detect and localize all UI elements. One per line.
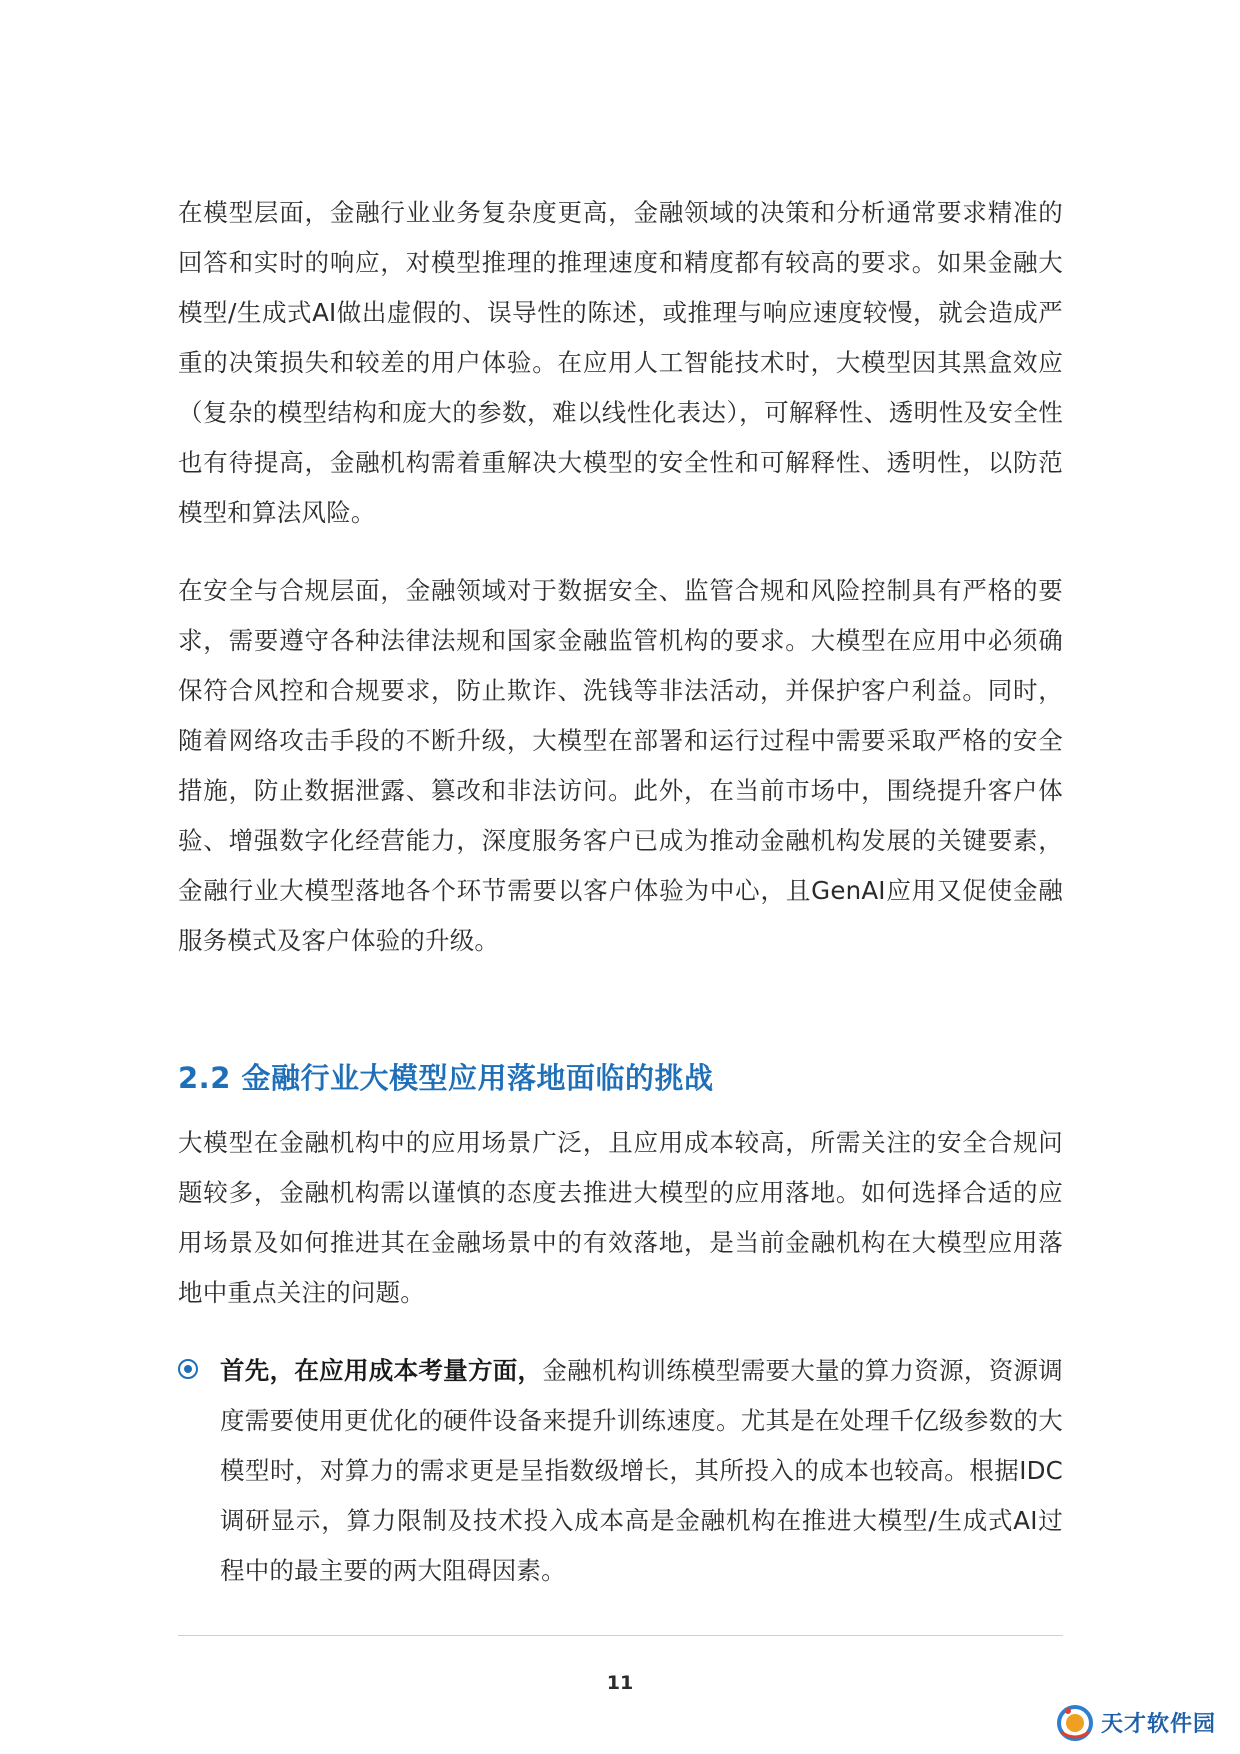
bullet-item-cost [178,1346,1063,1596]
footer-divider [178,1635,1063,1636]
watermark-text: 天才软件园 [1100,1711,1216,1737]
watermark-logo-icon [1055,1702,1095,1742]
bullet-paragraph [220,1346,1063,1596]
paragraph-model-level: 在模型层面，金融行业业务复杂度更高，金融领域的决策和分析通常要求精准的回答和实时的响应，对模型推理的推理速度和精度都有较高的要求。如果金融大模型/生成式AI做出虚假的、误导性的陈述，或推理与响应速度较慢，就会造成严重的决策损失和较差的用户体验。在应用人工智能技术时，大模型因其黑盒效应（复杂的模型结构和庞大的参数，难以线性化表达），可解释性、透明性及安全性也有待提高，金融机构需着重解决大模型的安全性和可解释性、透明性，以防范模型和算法风险。 [178,198,1063,527]
bullet-body-text: 金融机构训练模型需要大量的算力资源，资源调度需要使用更优化的硬件设备来提升训练速度。尤其是在处理千亿级参数的大模型时，对算力的需求更是呈指数级增长，其所投入的成本也较高。根据IDC调研显示，算力限制及技术投入成本高是金融机构在推进大模型/生成式AI过程中的最主要的两大阻碍因素。 [220,1356,1063,1585]
bullet-circle-icon [178,1359,198,1379]
section-intro-paragraph: 大模型在金融机构中的应用场景广泛，且应用成本较高，所需关注的安全合规问题较多，金融机构需以谨慎的态度去推进大模型的应用落地。如何选择合适的应用场景及如何推进其在金融场景中的有效落地，是当前金融机构在大模型应用落地中重点关注的问题。 [178,1128,1063,1307]
page-number: 11 [606,1672,634,1694]
watermark [1051,1700,1222,1744]
paragraph-security-compliance: 在安全与合规层面，金融领域对于数据安全、监管合规和风险控制具有严格的要求，需要遵守各种法律法规和国家金融监管机构的要求。大模型在应用中必须确保符合风控和合规要求，防止欺诈、洗钱等非法活动，并保护客户利益。同时，随着网络攻击手段的不断升级，大模型在部署和运行过程中需要采取严格的安全措施，防止数据泄露、篡改和非法访问。此外，在当前市场中，围绕提升客户体验、增强数字化经营能力，深度服务客户已成为推动金融机构发展的关键要素，金融行业大模型落地各个环节需要以客户体验为中心，且GenAI应用又促使金融服务模式及客户体验的升级。 [178,576,1063,955]
section-heading: 2.2 金融行业大模型应用落地面临的挑战 [178,1061,714,1095]
bullet-lead-text: 首先，在应用成本考量方面， [220,1356,543,1385]
page-content [178,188,1063,1596]
